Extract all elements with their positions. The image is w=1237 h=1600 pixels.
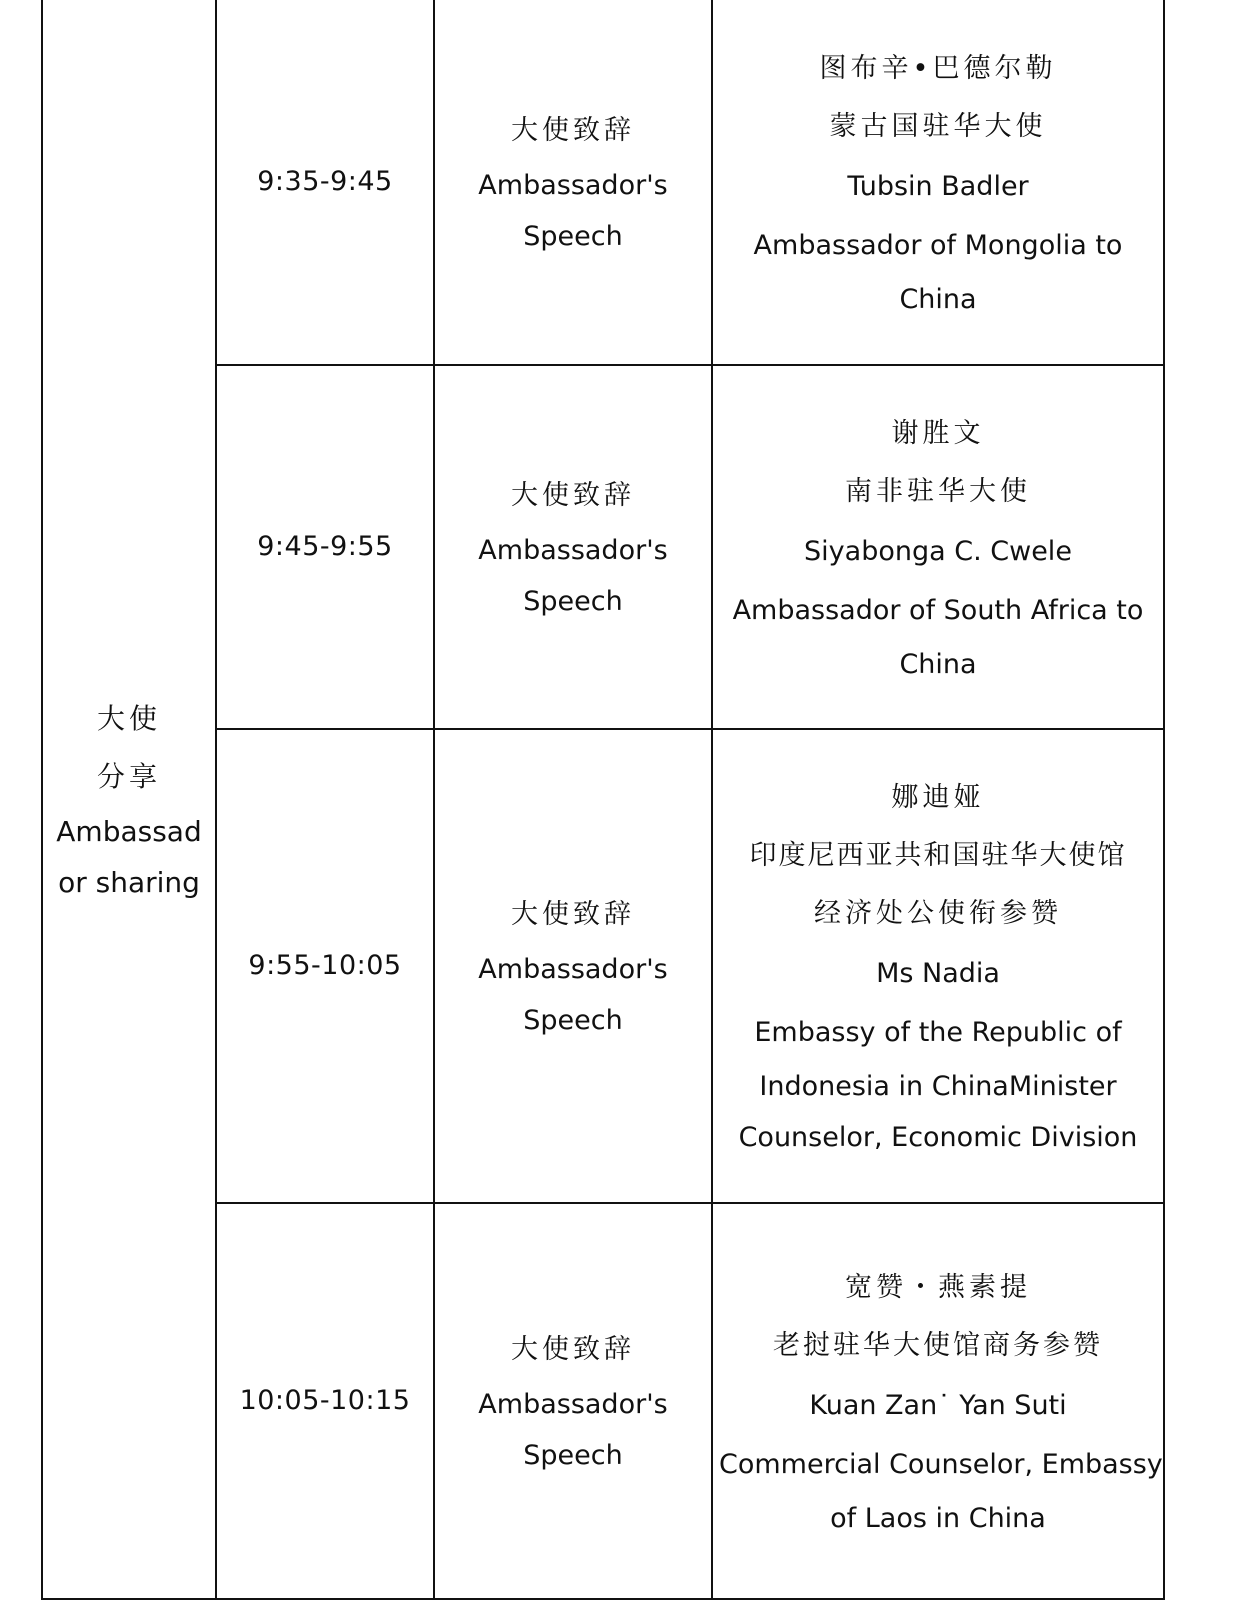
type-en-1: Ambassador's: [478, 535, 668, 566]
type-en-2: Speech: [523, 1005, 623, 1036]
type-en-1: Ambassador's: [478, 170, 668, 201]
time-text: 9:45-9:55: [257, 531, 393, 562]
speaker-line: 宽赞・燕素提: [845, 1271, 1031, 1303]
speaker-cell: [712, 729, 1164, 1203]
speaker-line: China: [899, 648, 977, 680]
speaker-line: Kuan Zan˙ Yan Suti: [809, 1389, 1067, 1421]
type-cell: [434, 365, 712, 729]
type-cn: 大使致辞: [511, 1334, 635, 1365]
speaker-line: 图布辛•巴德尔勒: [819, 52, 1057, 84]
type-en-2: Speech: [523, 586, 623, 617]
session-label-en-2: or sharing: [58, 866, 200, 899]
speaker-line: 老挝驻华大使馆商务参赞: [773, 1329, 1103, 1361]
type-en-2: Speech: [523, 1440, 623, 1471]
speaker-line: Commercial Counselor, Embassy: [719, 1448, 1163, 1480]
speaker-line: China: [899, 283, 977, 315]
speaker-line: Ambassador of Mongolia to: [753, 229, 1123, 261]
type-cn: 大使致辞: [511, 480, 635, 511]
speaker-line: Indonesia in ChinaMinister: [759, 1071, 1117, 1102]
speaker-line: Embassy of the Republic of: [754, 1017, 1122, 1048]
type-cell: [434, 1203, 712, 1599]
time-cell: [216, 365, 434, 729]
time-text: 10:05-10:15: [239, 1385, 411, 1416]
time-cell: [216, 729, 434, 1203]
speaker-line: 经济处公使衔参赞: [814, 898, 1062, 929]
speaker-line: 南非驻华大使: [845, 475, 1031, 507]
speaker-line: Ambassador of South Africa to: [732, 594, 1144, 626]
speaker-cell: [712, 0, 1164, 365]
type-cn: 大使致辞: [511, 115, 635, 146]
speaker-line: 蒙古国驻华大使: [829, 110, 1047, 142]
speaker-line: of Laos in China: [830, 1502, 1046, 1534]
session-label-en-1: Ambassad: [56, 815, 202, 848]
speaker-line: 谢胜文: [891, 417, 985, 449]
speaker-cell: [712, 1203, 1164, 1599]
time-cell: [216, 0, 434, 365]
speaker-cell: [712, 365, 1164, 729]
type-en-1: Ambassador's: [478, 954, 668, 985]
type-en-2: Speech: [523, 221, 623, 252]
table-row: [42, 0, 1164, 365]
speaker-line: Siyabonga C. Cwele: [804, 535, 1072, 567]
agenda-table: [41, 0, 1165, 1600]
speaker-line: 娜迪娅: [891, 782, 985, 813]
speaker-line: Ms Nadia: [876, 958, 1000, 989]
speaker-line: Counselor, Economic Division: [738, 1122, 1138, 1153]
speaker-line: Tubsin Badler: [847, 170, 1029, 202]
time-cell: [216, 1203, 434, 1599]
session-label-cn-2: 分享: [96, 760, 161, 793]
time-text: 9:55-10:05: [248, 950, 402, 981]
time-text: 9:35-9:45: [257, 166, 393, 197]
type-cell: [434, 729, 712, 1203]
session-cell: [42, 0, 216, 1599]
type-en-1: Ambassador's: [478, 1389, 668, 1420]
speaker-line: 印度尼西亚共和国驻华大使馆: [749, 840, 1127, 871]
type-cell: [434, 0, 712, 365]
session-label-cn-1: 大使: [96, 702, 161, 735]
type-cn: 大使致辞: [511, 899, 635, 930]
